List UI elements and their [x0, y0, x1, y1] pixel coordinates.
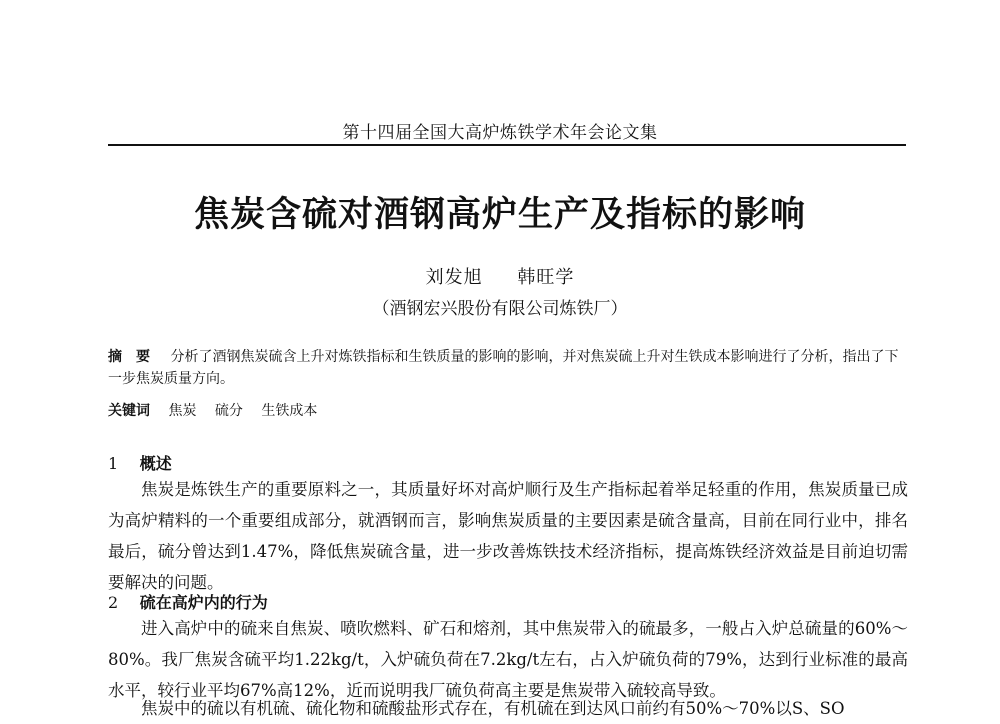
section-heading — [108, 451, 172, 474]
section-paragraph: 进入高炉中的硫来自焦炭、喷吹燃料、矿石和熔剂，其中焦炭带入的硫最多，一般占入炉总硫量的60%～80%。我厂焦炭含硫平均1.22kg/t，入炉硫负荷在7.2kg/t左右，占入炉硫负荷的79%，达到行业标准的最高水平，较行业平均67%高12%，近而说明我厂硫负荷高主要是焦炭带入硫较高导致。 — [108, 619, 908, 700]
keyword: 硫分 — [214, 403, 243, 419]
author-name: 刘发旭 — [425, 267, 483, 288]
keyword: 生铁成本 — [261, 403, 318, 419]
abstract-label: 摘要 — [108, 349, 164, 365]
keywords — [108, 400, 331, 420]
keywords-label: 关键词 — [108, 403, 150, 419]
abstract — [108, 346, 906, 390]
section-title: 概述 — [139, 454, 172, 473]
section-number: 2 — [108, 593, 119, 612]
author-name: 韩旺学 — [517, 267, 575, 288]
section-paragraph: 焦炭是炼铁生产的重要原料之一，其质量好坏对高炉顺行及生产指标起着举足轻重的作用，焦炭质量已成为高炉精料的一个重要组成部分，就酒钢而言，影响焦炭质量的主要因素是硫含量高，目前在同行业中，排名最后，硫分曾达到1.47%，降低焦炭硫含量，进一步改善炼铁技术经济指标，提高炼铁经济效益是目前迫切需要解决的问题。 — [108, 480, 908, 592]
abstract-text: 分析了酒钢焦炭硫含上升对炼铁指标和生铁质量的影响的影响，并对焦炭硫上升对生铁成本影响进行了分析，指出了下一步焦炭质量方向。 — [108, 349, 899, 387]
header-rule — [108, 144, 906, 146]
author-line — [0, 263, 1000, 289]
section-title: 硫在高炉内的行为 — [139, 593, 268, 612]
affiliation: （酒钢宏兴股份有限公司炼铁厂） — [372, 299, 628, 319]
section-paragraph-cut: 焦炭中的硫以有机硫、硫化物和硫酸盐形式存在，有机硫在到达风口前约有50%～70%以S、SO — [141, 699, 845, 718]
running-head: 第十四届全国大高炉炼铁学术年会论文集 — [342, 123, 658, 143]
keyword: 焦炭 — [168, 403, 197, 419]
section-number: 1 — [108, 454, 119, 473]
paper-title: 焦炭含硫对酒钢高炉生产及指标的影响 — [193, 195, 806, 235]
section-heading — [108, 590, 268, 613]
